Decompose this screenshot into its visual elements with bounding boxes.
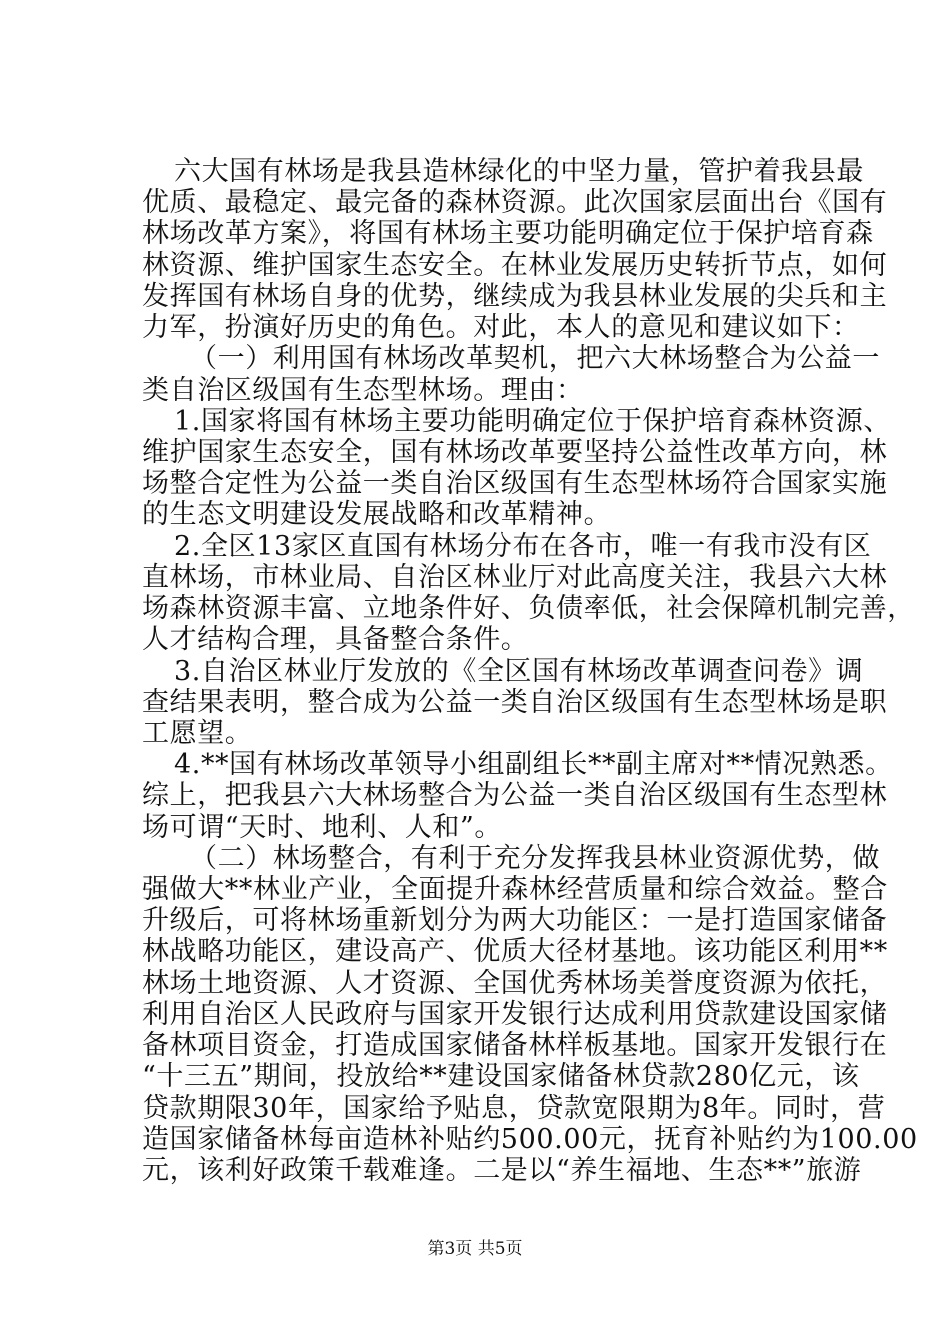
paragraph-line: 类自治区级国有生态型林场。理由： [142, 375, 584, 406]
paragraph-line: 造国家储备林每亩造林补贴约500.00元，抚育补贴约为100.00 [142, 1124, 918, 1155]
page-footer: 第3页 共5页 [427, 1239, 523, 1259]
paragraph-line: 维护国家生态安全，国有林场改革要坚持公益性改革方向，林 [142, 437, 888, 468]
paragraph-line: 2.全区13家区直国有林场分布在各市，唯一有我市没有区 [174, 531, 872, 562]
paragraph-line: 查结果表明，整合成为公益一类自治区级国有生态型林场是职 [142, 687, 888, 718]
paragraph-line: 综上，把我县六大林场整合为公益一类自治区级国有生态型林 [142, 780, 888, 811]
paragraph-line: （二）林场整合，有利于充分发挥我县林业资源优势，做 [190, 843, 880, 874]
paragraph-line: 3.自治区林业厅发放的《全区国有林场改革调查问卷》调 [174, 656, 864, 687]
paragraph-line: 林资源、维护国家生态安全。在林业发展历史转折节点，如何 [142, 250, 888, 281]
paragraph-line: 林场土地资源、人才资源、全国优秀林场美誉度资源为依托， [142, 968, 888, 999]
paragraph-line: 4.**国有林场改革领导小组副组长**副主席对**情况熟悉。 [174, 749, 893, 780]
paragraph-line: 的生态文明建设发展战略和改革精神。 [142, 499, 612, 530]
paragraph-line: 直林场，市林业局、自治区林业厅对此高度关注，我县六大林 [142, 562, 888, 593]
paragraph-line: 升级后，可将林场重新划分为两大功能区：一是打造国家储备 [142, 905, 888, 936]
paragraph-line: 1.国家将国有林场主要功能明确定位于保护培育森林资源、 [174, 406, 891, 437]
paragraph-line: （一）利用国有林场改革契机，把六大林场整合为公益一 [190, 343, 880, 374]
paragraph-line: 场森林资源丰富、立地条件好、负债率低，社会保障机制完善， [142, 593, 915, 624]
paragraph-line: 备林项目资金，打造成国家储备林样板基地。国家开发银行在 [142, 1030, 888, 1061]
paragraph-line: “十三五”期间，投放给**建设国家储备林贷款280亿元，该 [142, 1061, 860, 1092]
paragraph-line: 优质、最稳定、最完备的森林资源。此次国家层面出台《国有 [142, 187, 888, 218]
paragraph-line: 元，该利好政策千载难逢。二是以“养生福地、生态**”旅游 [142, 1155, 862, 1186]
paragraph-line: 林战略功能区，建设高产、优质大径材基地。该功能区利用** [142, 936, 888, 967]
paragraph-line: 人才结构合理，具备整合条件。 [142, 624, 529, 655]
paragraph-line: 利用自治区人民政府与国家开发银行达成利用贷款建设国家储 [142, 999, 888, 1030]
paragraph-line: 场整合定性为公益一类自治区级国有生态型林场符合国家实施 [142, 468, 888, 499]
paragraph-line: 工愿望。 [142, 718, 253, 749]
paragraph-line: 贷款期限30年，国家给予贴息，贷款宽限期为8年。同时，营 [142, 1093, 886, 1124]
paragraph-line: 林场改革方案》，将国有林场主要功能明确定位于保护培育森 [142, 218, 874, 249]
paragraph-line: 发挥国有林场自身的优势，继续成为我县林业发展的尖兵和主 [142, 281, 888, 312]
paragraph-line: 六大国有林场是我县造林绿化的中坚力量，管护着我县最 [174, 156, 864, 187]
paragraph-line: 强做大**林业产业，全面提升森林经营质量和综合效益。整合 [142, 874, 888, 905]
paragraph-line: 场可谓“天时、地利、人和”。 [142, 812, 503, 843]
paragraph-line: 力军，扮演好历史的角色。对此，本人的意见和建议如下： [142, 312, 860, 343]
